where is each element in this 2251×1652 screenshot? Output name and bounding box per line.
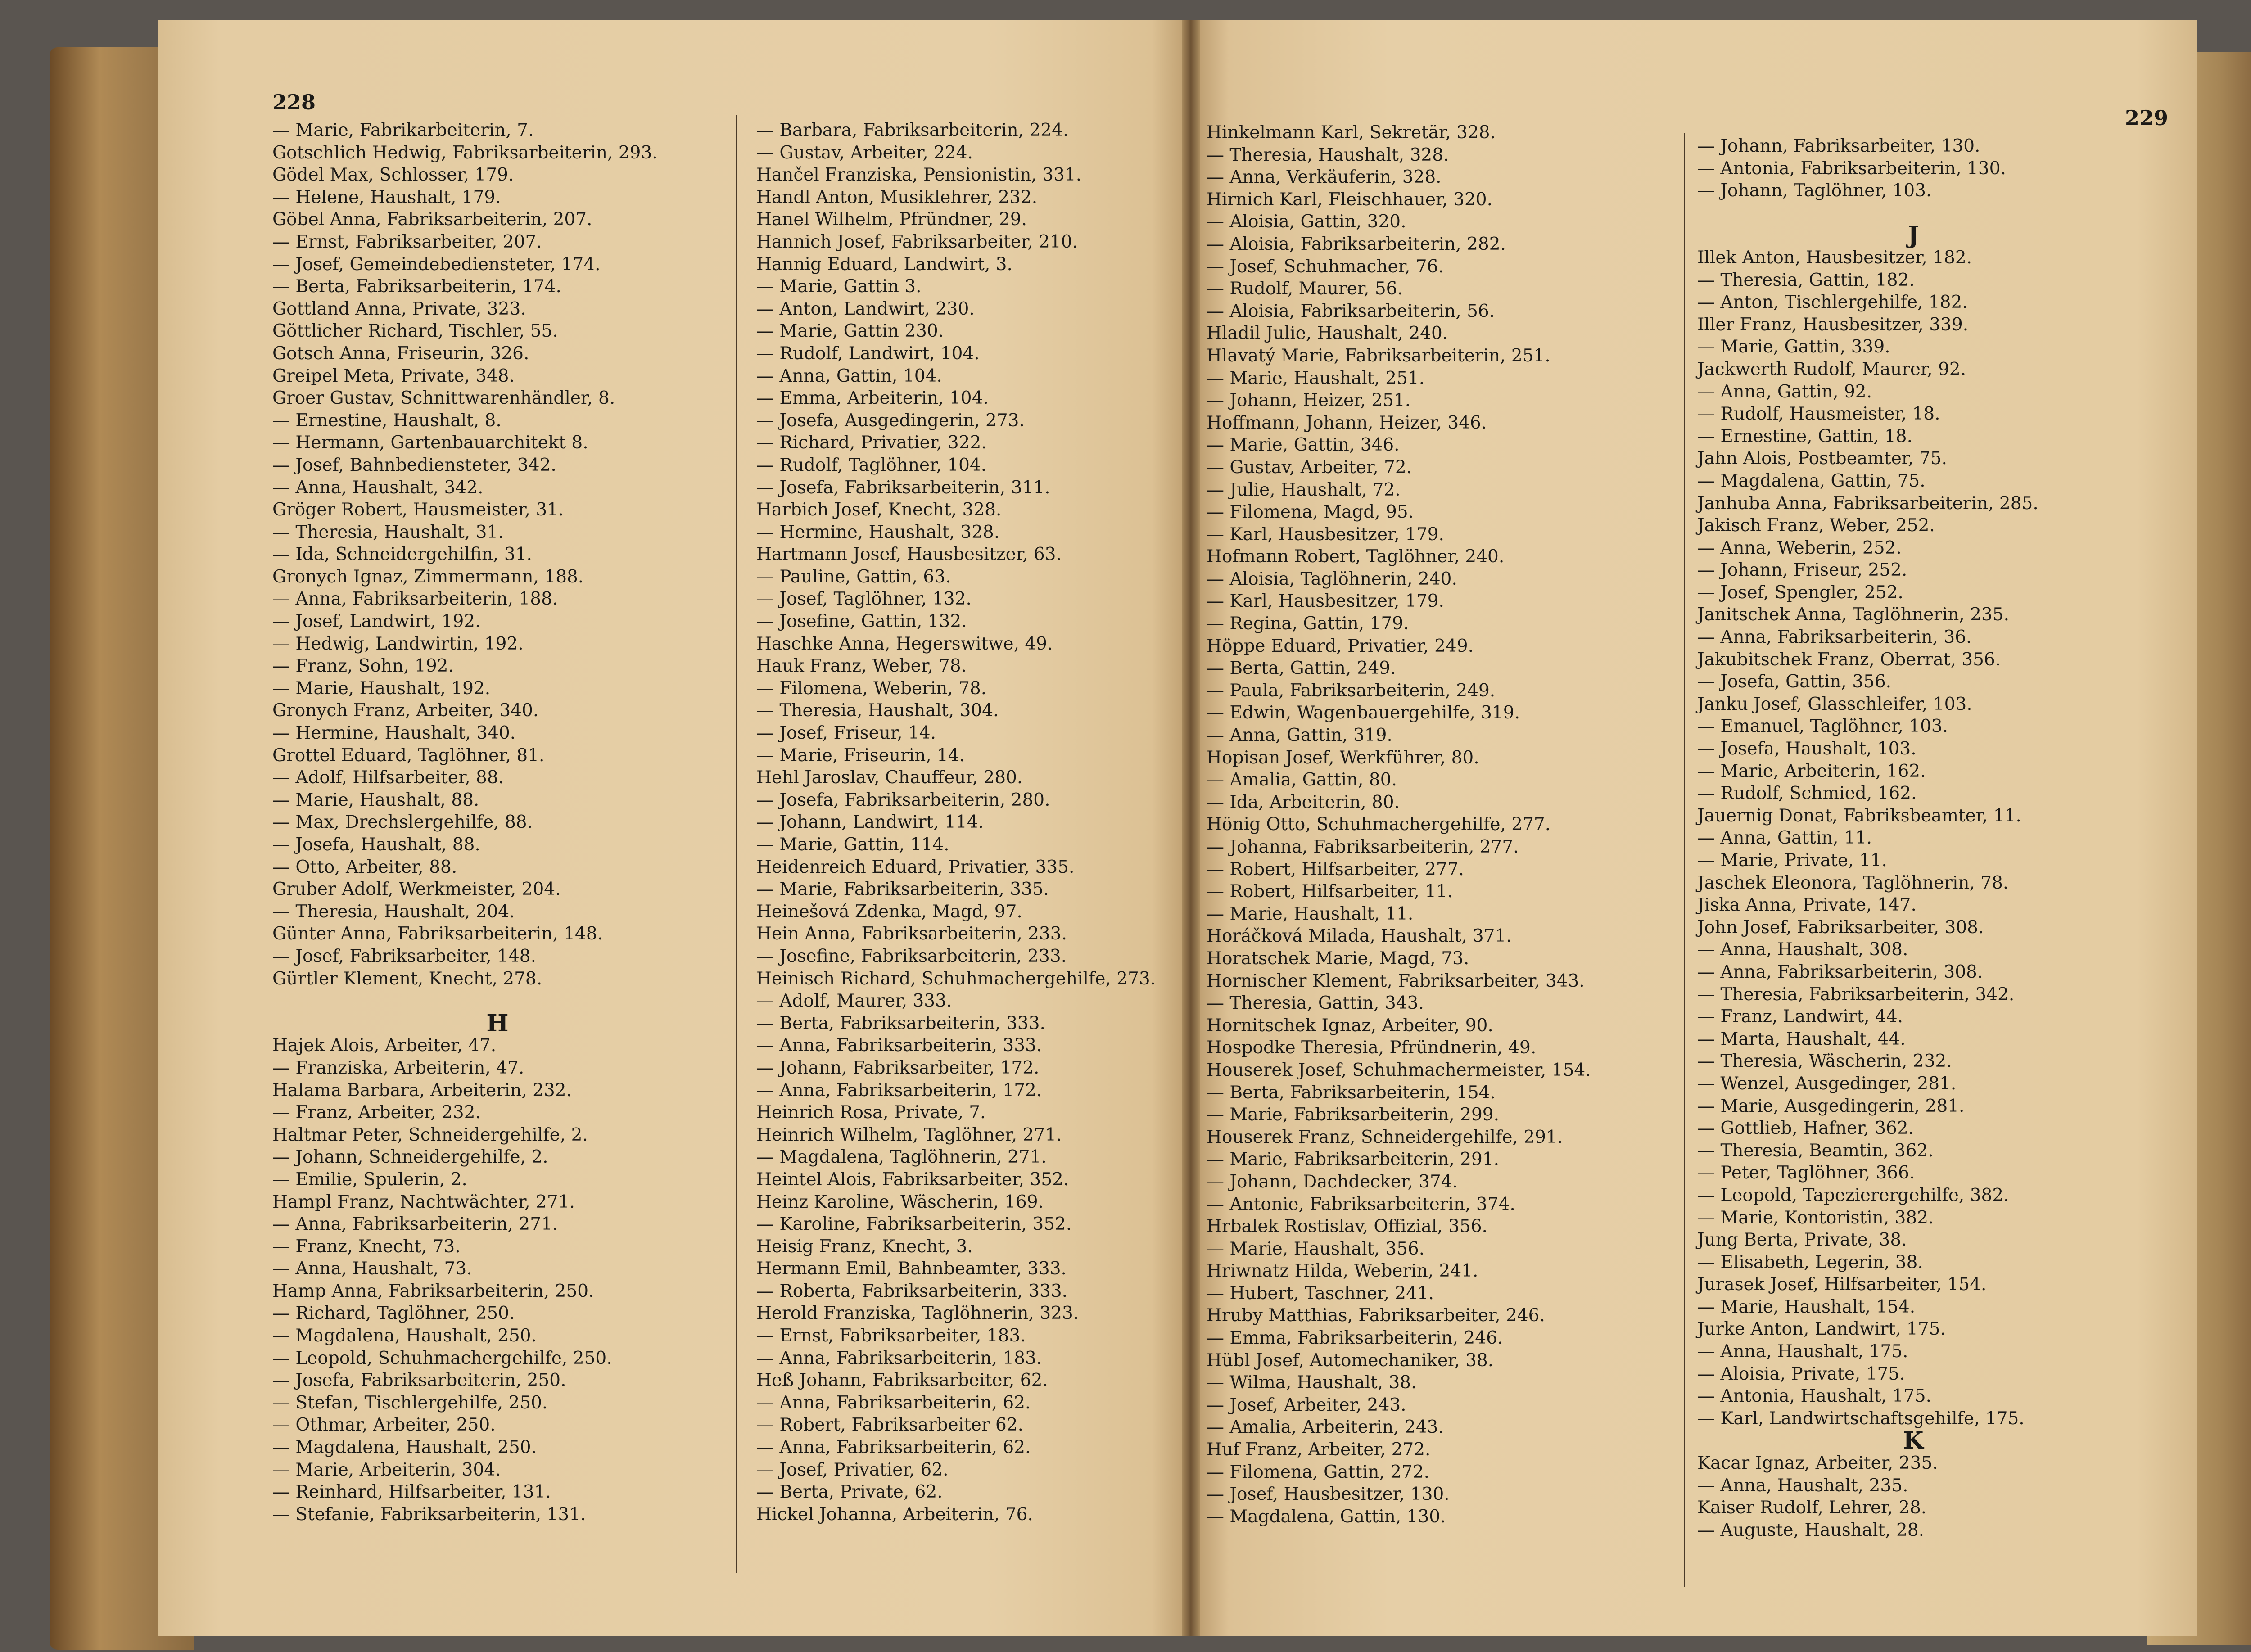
directory-entry: — Berta, Fabriksarbeiterin, 174. [272,276,561,297]
directory-column-1 [272,119,723,1526]
directory-entry: — Marie, Gattin, 346. [1207,435,1400,456]
directory-entry: — Pauline, Gattin, 63. [756,566,951,587]
directory-entry: Hospodke Theresia, Pfründnerin, 49. [1207,1038,1537,1058]
directory-entry: — Stefanie, Fabriksarbeiterin, 131. [272,1504,586,1525]
directory-entry: — Ernst, Fabriksarbeiter, 207. [272,231,542,252]
directory-entry: Hamp Anna, Fabriksarbeiterin, 250. [272,1281,594,1301]
directory-entry: — Marie, Gattin, 114. [756,835,949,855]
directory-entry: Heinrich Rosa, Private, 7. [756,1102,986,1123]
directory-entry: — Anna, Haushalt, 235. [1697,1475,1908,1496]
directory-entry: — Roberta, Fabriksarbeiterin, 333. [756,1281,1068,1301]
directory-entry: — Anton, Tischlergehilfe, 182. [1697,292,1968,313]
directory-entry: Jakubitschek Franz, Oberrat, 356. [1697,649,2001,670]
directory-entry: — Richard, Taglöhner, 250. [272,1303,515,1324]
directory-entry: Jung Berta, Private, 38. [1697,1230,1907,1250]
directory-entry: Heisig Franz, Knecht, 3. [756,1236,973,1257]
directory-entry: Hanel Wilhelm, Pfründner, 29. [756,209,1027,230]
directory-entry: — Helene, Haushalt, 179. [272,187,501,208]
directory-entry: — Johann, Friseur, 252. [1697,560,1907,581]
directory-entry: Hornischer Klement, Fabriksarbeiter, 343. [1207,970,1585,991]
directory-entry: — Franz, Sohn, 192. [272,656,454,677]
directory-entry: — Aloisia, Fabriksarbeiterin, 56. [1207,301,1495,321]
directory-entry: — Adolf, Maurer, 333. [756,991,952,1011]
directory-entry: — Anna, Fabriksarbeiterin, 172. [756,1080,1042,1101]
directory-entry: — Josef, Privatier, 62. [756,1459,949,1480]
directory-entry: Jurasek Josef, Hilfsarbeiter, 154. [1697,1274,1987,1295]
directory-entry: — Marie, Gattin 3. [756,276,922,297]
directory-entry: — Edwin, Wagenbauergehilfe, 319. [1207,703,1520,723]
directory-entry: — Johann, Landwirt, 114. [756,812,984,833]
directory-entry: Gottland Anna, Private, 323. [272,298,526,319]
directory-entry: — Regina, Gattin, 179. [1207,614,1409,634]
directory-entry: Jaschek Eleonora, Taglöhnerin, 78. [1697,872,2009,893]
directory-entry: Gruber Adolf, Werkmeister, 204. [272,879,561,900]
directory-entry: — Josef, Spengler, 252. [1697,582,1903,603]
directory-entry: — Karl, Hausbesitzer, 179. [1207,524,1444,545]
directory-entry: — Filomena, Weberin, 78. [756,678,987,699]
directory-entry: Janhuba Anna, Fabriksarbeiterin, 285. [1697,493,2039,514]
directory-entry: Jahn Alois, Postbeamter, 75. [1697,448,1947,469]
directory-entry: Herold Franziska, Taglöhnerin, 323. [756,1303,1079,1324]
directory-entry: Janitschek Anna, Taglöhnerin, 235. [1697,605,2010,625]
directory-entry: — Johann, Fabriksarbeiter, 130. [1697,136,1980,156]
directory-entry: — Anna, Haushalt, 308. [1697,939,1908,960]
directory-entry: — Anna, Haushalt, 342. [272,477,484,498]
book-gutter [1182,20,1200,1636]
directory-entry: — Johanna, Fabriksarbeiterin, 277. [1207,837,1519,857]
directory-entry: — Anna, Haushalt, 73. [272,1259,472,1279]
directory-entry: — Gustav, Arbeiter, 72. [1207,457,1412,478]
directory-entry: — Marie, Haushalt, 251. [1207,368,1425,388]
directory-entry: — Emma, Fabriksarbeiterin, 246. [1207,1328,1503,1349]
directory-entry: Grottel Eduard, Taglöhner, 81. [272,745,545,766]
directory-entry: — Rudolf, Landwirt, 104. [756,343,980,364]
directory-entry: — Paula, Fabriksarbeiterin, 249. [1207,680,1496,701]
directory-entry: — Rudolf, Maurer, 56. [1207,279,1403,299]
directory-entry: Hornitschek Ignaz, Arbeiter, 90. [1207,1015,1493,1036]
directory-entry: — Anna, Gattin, 92. [1697,381,1872,402]
directory-entry: Jiska Anna, Private, 147. [1697,895,1917,916]
directory-entry: — Ida, Schneidergehilfin, 31. [272,544,532,565]
directory-entry: — Wilma, Haushalt, 38. [1207,1372,1417,1393]
directory-entry: Gödel Max, Schlosser, 179. [272,165,514,185]
directory-entry: — Magdalena, Haushalt, 250. [272,1437,537,1458]
directory-entry: — Robert, Hilfsarbeiter, 11. [1207,881,1453,902]
directory-entry: — Robert, Fabriksarbeiter 62. [756,1415,1024,1435]
directory-entry: Houserek Franz, Schneidergehilfe, 291. [1207,1127,1563,1147]
directory-entry: — Theresia, Beamtin, 362. [1697,1140,1934,1161]
directory-entry: Hladil Julie, Haushalt, 240. [1207,323,1448,344]
directory-entry: — Marie, Haushalt, 192. [272,678,491,699]
section-letter: K [1903,1427,1924,1455]
directory-entry: — Hermine, Haushalt, 340. [272,723,516,744]
directory-entry: Hančel Franziska, Pensionistin, 331. [756,165,1082,185]
directory-entry: — Hermine, Haushalt, 328. [756,522,1000,542]
directory-entry: — Josef, Friseur, 14. [756,723,936,744]
directory-entry: — Anna, Fabriksarbeiterin, 271. [272,1214,558,1235]
directory-entry: — Emilie, Spulerin, 2. [272,1169,467,1190]
directory-entry: — Marie, Ausgedingerin, 281. [1697,1096,1965,1116]
directory-entry: — Marie, Private, 11. [1697,850,1887,871]
directory-entry: — Marie, Fabriksarbeiterin, 335. [756,879,1049,900]
directory-entry: — Julie, Haushalt, 72. [1207,479,1401,500]
directory-entry: — Johann, Heizer, 251. [1207,390,1411,411]
directory-entry: — Theresia, Haushalt, 204. [272,901,515,922]
directory-entry: Handl Anton, Musiklehrer, 232. [756,187,1038,208]
directory-entry: — Theresia, Gattin, 343. [1207,993,1424,1014]
directory-entry: Hlavatý Marie, Fabriksarbeiterin, 251. [1207,345,1550,366]
directory-entry: Halama Barbara, Arbeiterin, 232. [272,1080,572,1101]
directory-entry: — Karoline, Fabriksarbeiterin, 352. [756,1214,1072,1235]
directory-entry: Hruby Matthias, Fabriksarbeiter, 246. [1207,1305,1545,1326]
directory-entry: — Anna, Gattin, 104. [756,366,942,386]
directory-entry: Göttlicher Richard, Tischler, 55. [272,321,558,342]
directory-entry: — Karl, Landwirtschaftsgehilfe, 175. [1697,1408,2025,1429]
directory-entry: Iller Franz, Hausbesitzer, 339. [1697,314,1969,335]
directory-entry: Huf Franz, Arbeiter, 272. [1207,1440,1431,1460]
directory-entry: — Amalia, Gattin, 80. [1207,770,1397,790]
directory-column-3 [1207,122,1675,1528]
directory-entry: Hoffmann, Johann, Heizer, 346. [1207,412,1487,433]
directory-entry: — Anna, Weberin, 252. [1697,537,1902,558]
directory-entry: — Anna, Verkäuferin, 328. [1207,167,1442,188]
directory-entry: — Josefa, Fabriksarbeiterin, 311. [756,477,1050,498]
page-number-left: 228 [272,90,316,114]
directory-entry: — Franz, Landwirt, 44. [1697,1007,1903,1027]
directory-entry: — Anna, Fabriksarbeiterin, 188. [272,589,558,609]
directory-entry: — Magdalena, Gattin, 130. [1207,1506,1446,1527]
directory-entry: Gronych Ignaz, Zimmermann, 188. [272,566,584,587]
directory-entry: — Antonia, Haushalt, 175. [1697,1386,1932,1407]
directory-entry: — Gottlieb, Hafner, 362. [1697,1118,1914,1139]
directory-entry: — Josefa, Fabriksarbeiterin, 250. [272,1370,566,1391]
directory-entry: — Berta, Fabriksarbeiterin, 333. [756,1013,1045,1034]
section-letter: H [486,1009,509,1037]
directory-entry: — Stefan, Tischlergehilfe, 250. [272,1392,548,1413]
directory-entry: Hirnich Karl, Fleischhauer, 320. [1207,189,1492,210]
directory-entry: Hein Anna, Fabriksarbeiterin, 233. [756,924,1067,944]
directory-entry: — Anna, Fabriksarbeiterin, 62. [756,1392,1031,1413]
directory-entry: — Anna, Gattin, 319. [1207,725,1392,746]
directory-entry: Göbel Anna, Fabriksarbeiterin, 207. [272,209,592,230]
directory-entry: Houserek Josef, Schuhmachermeister, 154. [1207,1060,1591,1080]
directory-entry: — Theresia, Gattin, 182. [1697,270,1915,290]
directory-entry: Heinisch Richard, Schuhmachergehilfe, 273. [756,968,1156,989]
directory-entry: — Wenzel, Ausgedinger, 281. [1697,1073,1957,1094]
directory-entry: — Hubert, Taschner, 241. [1207,1283,1434,1304]
directory-entry: Hehl Jaroslav, Chauffeur, 280. [756,767,1023,788]
directory-entry: — Anna, Fabriksarbeiterin, 183. [756,1348,1042,1368]
directory-entry: — Marta, Haushalt, 44. [1697,1029,1906,1049]
directory-entry: — Hedwig, Landwirtin, 192. [272,633,524,654]
directory-entry: Hriwnatz Hilda, Weberin, 241. [1207,1261,1478,1282]
directory-entry: — Berta, Gattin, 249. [1207,658,1396,679]
directory-entry: Gotsch Anna, Friseurin, 326. [272,343,529,364]
directory-column-2 [756,119,1171,1526]
blank-line [1697,202,2129,225]
directory-entry: Gürtler Klement, Knecht, 278. [272,968,542,989]
directory-entry: — Gustav, Arbeiter, 224. [756,142,973,163]
directory-entry: — Josef, Hausbesitzer, 130. [1207,1484,1450,1505]
directory-entry: — Josef, Gemeindebediensteter, 174. [272,254,601,275]
directory-entry: Jauernig Donat, Fabriksbeamter, 11. [1697,805,2021,826]
directory-entry: — Marie, Friseurin, 14. [756,745,965,766]
directory-entry: — Josef, Fabriksarbeiter, 148. [272,946,536,966]
directory-entry: — Filomena, Magd, 95. [1207,502,1414,523]
directory-entry: — Ernestine, Gattin, 18. [1697,426,1913,447]
directory-entry: — Marie, Kontoristin, 382. [1697,1207,1934,1228]
directory-entry: — Leopold, Tapezierergehilfe, 382. [1697,1185,2009,1205]
directory-entry: — Ida, Arbeiterin, 80. [1207,792,1400,812]
directory-entry: Hinkelmann Karl, Sekretär, 328. [1207,122,1496,143]
directory-entry: — Magdalena, Taglöhnerin, 271. [756,1147,1047,1168]
directory-entry: — Anna, Fabriksarbeiterin, 62. [756,1437,1031,1458]
directory-entry: — Franz, Arbeiter, 232. [272,1102,481,1123]
directory-entry: — Josef, Landwirt, 192. [272,611,481,632]
directory-entry: — Marie, Haushalt, 154. [1697,1296,1916,1317]
directory-entry: Heintel Alois, Fabriksarbeiter, 352. [756,1169,1069,1190]
directory-entry: Heß Johann, Fabriksarbeiter, 62. [756,1370,1048,1391]
directory-entry: — Anna, Haushalt, 175. [1697,1341,1908,1362]
directory-entry: — Aloisia, Taglöhnerin, 240. [1207,569,1457,589]
directory-entry: — Rudolf, Hausmeister, 18. [1697,404,1940,424]
directory-entry: — Anton, Landwirt, 230. [756,298,975,319]
directory-entry: — Berta, Private, 62. [756,1482,943,1503]
directory-entry: — Adolf, Hilfsarbeiter, 88. [272,767,504,788]
directory-entry: — Marie, Haushalt, 11. [1207,903,1414,924]
directory-entry: Hopisan Josef, Werkführer, 80. [1207,747,1479,768]
directory-entry: Gronych Franz, Arbeiter, 340. [272,700,539,721]
directory-entry: — Magdalena, Haushalt, 250. [272,1326,537,1346]
directory-entry: — Max, Drechslergehilfe, 88. [272,812,533,833]
directory-entry: Hübl Josef, Automechaniker, 38. [1207,1350,1494,1371]
directory-entry: — Elisabeth, Legerin, 38. [1697,1252,1923,1273]
directory-entry: — Josefine, Fabriksarbeiterin, 233. [756,946,1067,966]
directory-entry: — Marie, Haushalt, 88. [272,790,479,810]
directory-entry: Hannich Josef, Fabriksarbeiter, 210. [756,231,1078,252]
directory-entry: — Marie, Arbeiterin, 304. [272,1459,501,1480]
page-number-right: 229 [2125,106,2169,130]
directory-entry: — Theresia, Haushalt, 304. [756,700,999,721]
directory-entry: Gotschlich Hedwig, Fabriksarbeiterin, 293. [272,142,658,163]
directory-entry: — Ernst, Fabriksarbeiter, 183. [756,1326,1026,1346]
directory-entry: Hampl Franz, Nachtwächter, 271. [272,1192,575,1212]
directory-entry: Heidenreich Eduard, Privatier, 335. [756,857,1075,877]
directory-entry: — Marie, Fabrikarbeiterin, 7. [272,120,534,140]
directory-entry: Haltmar Peter, Schneidergehilfe, 2. [272,1124,588,1145]
directory-entry: — Marie, Fabriksarbeiterin, 291. [1207,1149,1499,1170]
directory-entry: — Auguste, Haushalt, 28. [1697,1520,1925,1540]
directory-entry: Jurke Anton, Landwirt, 175. [1697,1319,1946,1340]
directory-entry: Greipel Meta, Private, 348. [272,366,515,386]
directory-entry: — Theresia, Haushalt, 328. [1207,144,1449,165]
directory-entry: — Anna, Gattin, 11. [1697,828,1872,849]
directory-entry: — Theresia, Haushalt, 31. [272,522,504,542]
directory-entry: — Anna, Fabriksarbeiterin, 36. [1697,627,1972,648]
directory-entry: Kacar Ignaz, Arbeiter, 235. [1697,1453,1938,1474]
directory-entry: — Johann, Taglöhner, 103. [1697,181,1932,201]
directory-entry: — Marie, Fabriksarbeiterin, 299. [1207,1105,1499,1125]
directory-entry: — Josefa, Haushalt, 103. [1697,739,1917,759]
directory-entry: — Hermann, Gartenbauarchitekt 8. [272,433,588,453]
directory-entry: — Marie, Haushalt, 356. [1207,1238,1425,1259]
directory-entry: — Josef, Taglöhner, 132. [756,589,972,609]
directory-entry: — Emanuel, Taglöhner, 103. [1697,716,1948,737]
directory-entry: — Johann, Dachdecker, 374. [1207,1171,1458,1192]
directory-entry: — Magdalena, Gattin, 75. [1697,470,1926,491]
directory-entry: — Aloisia, Fabriksarbeiterin, 282. [1207,234,1506,254]
directory-entry: — Theresia, Fabriksarbeiterin, 342. [1697,984,2015,1005]
column-rule-right [1684,133,1685,1587]
directory-entry: — Josefine, Gattin, 132. [756,611,967,632]
directory-entry: Günter Anna, Fabriksarbeiterin, 148. [272,924,603,944]
open-book [36,20,2251,1636]
directory-entry: — Barbara, Fabriksarbeiterin, 224. [756,120,1069,140]
directory-entry: Hartmann Josef, Hausbesitzer, 63. [756,544,1062,565]
directory-entry: — Ernestine, Haushalt, 8. [272,410,502,431]
directory-entry: Höppe Eduard, Privatier, 249. [1207,636,1474,656]
directory-entry: — Johann, Schneidergehilfe, 2. [272,1147,548,1168]
directory-entry: Hrbalek Rostislav, Offizial, 356. [1207,1216,1487,1237]
directory-entry: — Theresia, Wäscherin, 232. [1697,1051,1952,1072]
directory-entry: Heinešová Zdenka, Magd, 97. [756,901,1022,922]
directory-entry: — Aloisia, Private, 175. [1697,1363,1905,1384]
directory-entry: Horáčková Milada, Haushalt, 371. [1207,926,1512,947]
directory-entry: Hönig Otto, Schuhmachergehilfe, 277. [1207,814,1551,835]
directory-entry: — Amalia, Arbeiterin, 243. [1207,1417,1444,1438]
directory-entry: Heinrich Wilhelm, Taglöhner, 271. [756,1124,1062,1145]
directory-entry: — Emma, Arbeiterin, 104. [756,388,989,409]
directory-entry: Groer Gustav, Schnittwarenhändler, 8. [272,388,615,409]
directory-entry: — Otto, Arbeiter, 88. [272,857,457,877]
directory-entry: Hermann Emil, Bahnbeamter, 333. [756,1259,1067,1279]
directory-entry: — Josef, Schuhmacher, 76. [1207,256,1444,277]
directory-entry: Gröger Robert, Hausmeister, 31. [272,500,564,520]
blank-line [272,990,723,1012]
directory-entry: — Josefa, Fabriksarbeiterin, 280. [756,790,1050,810]
directory-entry: Hickel Johanna, Arbeiterin, 76. [756,1504,1033,1525]
directory-entry: Horatschek Marie, Magd, 73. [1207,948,1469,969]
directory-entry: — Rudolf, Taglöhner, 104. [756,455,987,475]
directory-entry: — Josefa, Gattin, 356. [1697,672,1892,692]
directory-entry: — Anna, Fabriksarbeiterin, 333. [756,1035,1042,1056]
directory-entry: — Richard, Privatier, 322. [756,433,987,453]
directory-entry: Harbich Josef, Knecht, 328. [756,500,1002,520]
directory-entry: — Josef, Arbeiter, 243. [1207,1395,1406,1415]
directory-entry: — Aloisia, Gattin, 320. [1207,212,1406,232]
directory-entry: — Berta, Fabriksarbeiterin, 154. [1207,1082,1496,1103]
directory-entry: — Josefa, Haushalt, 88. [272,835,480,855]
directory-entry: Hajek Alois, Arbeiter, 47. [272,1035,497,1056]
column-rule-left [736,115,737,1573]
directory-entry: — Leopold, Schuhmachergehilfe, 250. [272,1348,612,1368]
directory-entry: Jackwerth Rudolf, Maurer, 92. [1697,359,1966,379]
directory-entry: — Antonia, Fabriksarbeiterin, 130. [1697,158,2006,179]
directory-entry: — Josef, Bahnbediensteter, 342. [272,455,556,475]
directory-entry: John Josef, Fabriksarbeiter, 308. [1697,917,1984,938]
directory-entry: Jakisch Franz, Weber, 252. [1697,515,1935,536]
directory-entry: — Filomena, Gattin, 272. [1207,1462,1430,1482]
directory-entry: — Marie, Arbeiterin, 162. [1697,761,1926,781]
directory-entry: — Franziska, Arbeiterin, 47. [272,1057,524,1078]
directory-entry: Janku Josef, Glasschleifer, 103. [1697,694,1972,714]
directory-entry: Haschke Anna, Hegerswitwe, 49. [756,633,1053,654]
directory-entry: Kaiser Rudolf, Lehrer, 28. [1697,1498,1927,1518]
directory-entry: — Johann, Fabriksarbeiter, 172. [756,1057,1040,1078]
directory-entry: — Anna, Fabriksarbeiterin, 308. [1697,961,1983,982]
directory-column-4 [1697,135,2129,1541]
directory-entry: — Antonie, Fabriksarbeiterin, 374. [1207,1194,1515,1214]
directory-entry: — Josefa, Ausgedingerin, 273. [756,410,1025,431]
directory-entry: Hannig Eduard, Landwirt, 3. [756,254,1012,275]
directory-entry: Heinz Karoline, Wäscherin, 169. [756,1192,1044,1212]
directory-entry: — Franz, Knecht, 73. [272,1236,461,1257]
directory-entry: — Robert, Hilfsarbeiter, 277. [1207,859,1464,880]
directory-entry: — Rudolf, Schmied, 162. [1697,783,1917,804]
directory-entry: — Marie, Gattin, 339. [1697,337,1890,357]
directory-entry: — Peter, Taglöhner, 366. [1697,1163,1915,1183]
directory-entry: Hofmann Robert, Taglöhner, 240. [1207,546,1505,567]
directory-entry: Hauk Franz, Weber, 78. [756,656,967,677]
directory-entry: Illek Anton, Hausbesitzer, 182. [1697,247,1972,268]
section-letter: J [1907,221,1919,249]
directory-entry: — Othmar, Arbeiter, 250. [272,1415,496,1435]
directory-entry: — Reinhard, Hilfsarbeiter, 131. [272,1482,551,1503]
directory-entry: — Karl, Hausbesitzer, 179. [1207,591,1444,612]
directory-entry: — Marie, Gattin 230. [756,321,944,342]
